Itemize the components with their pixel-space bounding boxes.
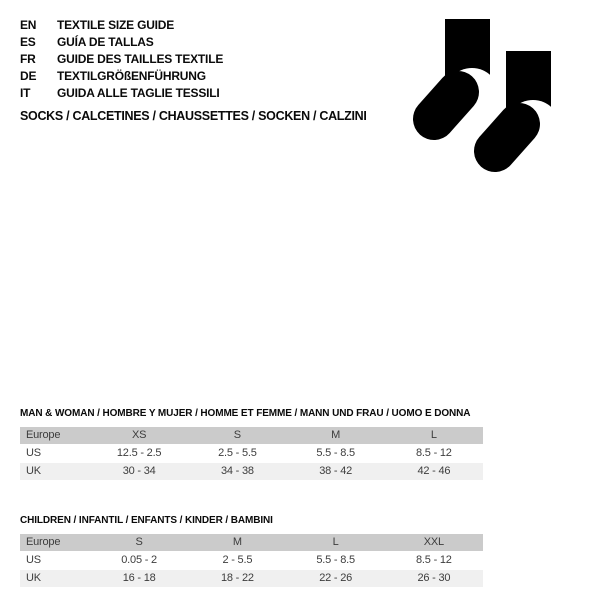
- language-label: TEXTILGRÖßENFÜHRUNG: [57, 69, 206, 83]
- man-woman-size-table: [20, 427, 483, 480]
- column-header: XXL: [423, 536, 444, 548]
- column-header: XS: [131, 429, 147, 441]
- language-list: [20, 17, 223, 102]
- column-header: Europe: [26, 536, 61, 548]
- language-row: [20, 51, 223, 68]
- children-size-table: [20, 534, 483, 587]
- table-row: [20, 570, 483, 587]
- size-cell: 16 - 18: [122, 572, 156, 584]
- table-row: [20, 552, 483, 569]
- language-row: [20, 34, 223, 51]
- column-header: M: [232, 536, 242, 548]
- row-label: US: [26, 554, 41, 566]
- language-label: GUIDE DES TAILLES TEXTILE: [57, 52, 224, 66]
- socks-icon: [390, 0, 590, 200]
- size-cell: 18 - 22: [220, 572, 254, 584]
- table-row: [20, 463, 483, 480]
- size-cell: 26 - 30: [417, 572, 451, 584]
- column-header: L: [332, 536, 339, 548]
- size-cell: 30 - 34: [122, 465, 156, 477]
- language-label: GUIDA ALLE TAGLIE TESSILI: [57, 86, 220, 100]
- children-table-title: CHILDREN / INFANTIL / ENFANTS / KINDER / BAMBINI: [20, 515, 273, 526]
- language-code: DE: [20, 69, 37, 83]
- language-code: FR: [20, 52, 36, 66]
- table-header-row: [20, 534, 483, 551]
- row-label: UK: [26, 572, 41, 584]
- table-header-row: [20, 427, 483, 444]
- column-header: M: [331, 429, 341, 441]
- size-cell: 22 - 26: [319, 572, 353, 584]
- man-woman-table-title: MAN & WOMAN / HOMBRE Y MUJER / HOMME ET FEMME / MANN UND FRAU / UOMO E DONNA: [20, 408, 471, 419]
- children-size-section: [20, 513, 483, 588]
- language-row: [20, 17, 223, 34]
- column-header: L: [430, 429, 437, 441]
- size-cell: 34 - 38: [220, 465, 254, 477]
- size-cell: 8.5 - 12: [416, 447, 452, 459]
- size-cell: 8.5 - 12: [416, 554, 452, 566]
- row-label: UK: [26, 465, 41, 477]
- language-label: GUÍA DE TALLAS: [57, 35, 154, 49]
- size-cell: 2.5 - 5.5: [218, 447, 257, 459]
- row-label: US: [26, 447, 41, 459]
- size-cell: 42 - 46: [417, 465, 451, 477]
- size-cell: 12.5 - 2.5: [116, 447, 162, 459]
- language-code: ES: [20, 35, 36, 49]
- language-row: [20, 85, 223, 102]
- language-code: IT: [20, 86, 31, 100]
- table-row: [20, 445, 483, 462]
- size-cell: 38 - 42: [319, 465, 353, 477]
- column-header: S: [233, 429, 241, 441]
- language-code: EN: [20, 18, 37, 32]
- man-woman-size-section: [20, 406, 483, 481]
- size-cell: 5.5 - 8.5: [316, 447, 355, 459]
- size-cell: 0.05 - 2: [121, 554, 157, 566]
- product-category-title: SOCKS / CALCETINES / CHAUSSETTES / SOCKEN / CALZINI: [20, 109, 367, 123]
- size-cell: 5.5 - 8.5: [316, 554, 355, 566]
- language-row: [20, 68, 223, 85]
- column-header: Europe: [26, 429, 61, 441]
- column-header: S: [135, 536, 143, 548]
- size-cell: 2 - 5.5: [222, 554, 253, 566]
- language-label: TEXTILE SIZE GUIDE: [57, 18, 175, 32]
